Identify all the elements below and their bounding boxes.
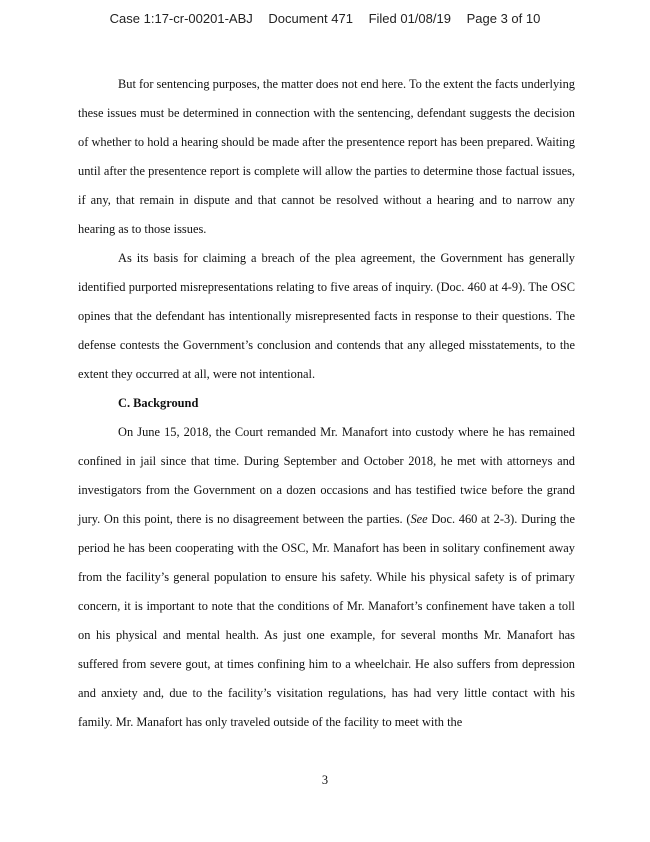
document-number: Document 471 (268, 11, 353, 26)
paragraph-background (78, 418, 575, 737)
paragraph-background-text-1: On June 15, 2018, the Court remanded Mr. Manafort into custody where he has remained confined in jail since that time. During September and October 2018, he met with attorneys and investigators from the Government on a dozen occasions and has testified twice before the grand jury. On this point, there is no disagreement between the parties. ( (78, 425, 575, 526)
document-body (78, 70, 575, 737)
filed-date: Filed 01/08/19 (368, 11, 451, 26)
see-citation-signal: See (410, 512, 428, 526)
case-number: Case 1:17-cr-00201-ABJ (109, 11, 253, 26)
paragraph-background-text-2: Doc. 460 at 2-3). During the period he has been cooperating with the OSC, Mr. Manafort has been in solitary confinement away from the facility’s general population to ensure his safety. While his physical safety is of primary concern, it is important to note that the conditions of Mr. Manafort’s confinement have taken a toll on his physical and mental health. As just one example, for several months Mr. Manafort has suffered from severe gout, at times confining him to a wheelchair. He also suffers from depression and anxiety and, due to the facility’s visitation regulations, has had very little contact with his family. Mr. Manafort has only traveled outside of the facility to meet with the (78, 512, 575, 729)
page-info: Page 3 of 10 (466, 11, 541, 26)
page-number: 3 (321, 773, 329, 787)
paragraph-sentencing: But for sentencing purposes, the matter does not end here. To the extent the facts underlying these issues must be determined in connection with the sentencing, defendant suggests the decision of whether to hold a hearing should be made after the presentence report has been prepared. Waiting until after the presentence report is complete will allow the parties to determine those factual issues, if any, that remain in dispute and that cannot be resolved without a hearing and to narrow any hearing as to those issues. (78, 77, 575, 236)
section-heading-background: C. Background (118, 396, 199, 410)
paragraph-plea-breach: As its basis for claiming a breach of the plea agreement, the Government has generally identified purported misrepresentations relating to five areas of inquiry. (Doc. 460 at 4-9). The OSC opines that the defendant has intentionally misrepresented facts in response to their questions. The defense contests the Government’s conclusion and contends that any alleged misstatements, to the extent they occurred at all, were not intentional. (78, 251, 575, 381)
document-header (0, 10, 650, 28)
